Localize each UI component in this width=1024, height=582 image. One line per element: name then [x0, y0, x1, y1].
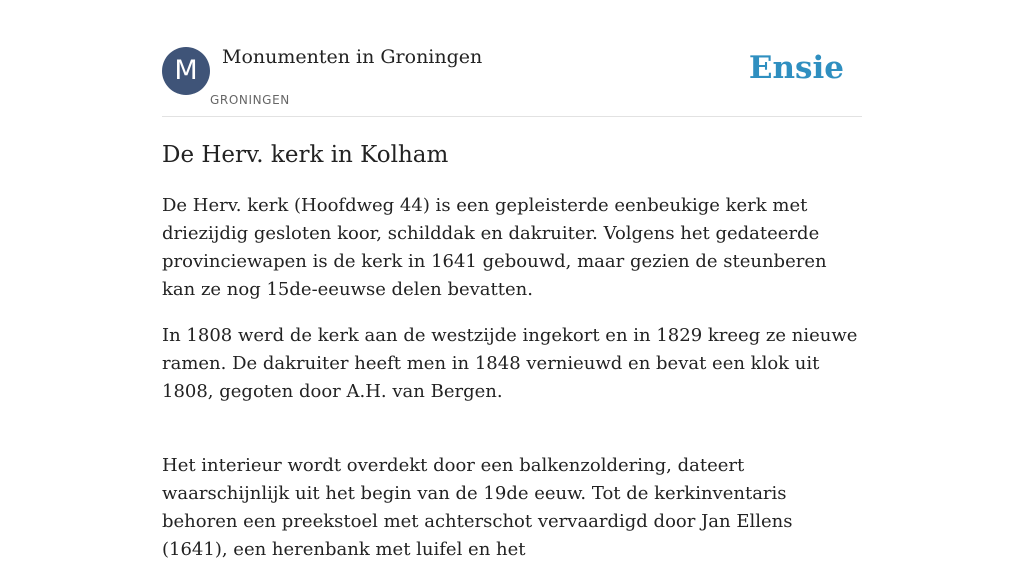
- collection-subtitle: GRONINGEN: [210, 93, 290, 107]
- collection-header: [162, 46, 862, 117]
- collection-title[interactable]: Monumenten in Groningen: [222, 46, 483, 68]
- article-title: De Herv. kerk in Kolham: [162, 142, 449, 168]
- article-content: [162, 136, 862, 582]
- article-paragraph: In 1808 werd de kerk aan de westzijde ingekort en in 1829 kreeg ze nieuwe ramen. De dakruiter heeft men in 1848 vernieuwd en bevat een klok uit 1808, gegoten door A.H. van Bergen.: [162, 325, 858, 402]
- avatar[interactable]: M: [162, 47, 210, 95]
- paragraph-spacer: [162, 424, 862, 452]
- brand-logo[interactable]: Ensie: [748, 50, 844, 86]
- article-paragraph: De Herv. kerk (Hoofdweg 44) is een gepleisterde eenbeukige kerk met driezijdig gesloten koor, schilddak en dakruiter. Volgens het gedateerde provinciewapen is de kerk in 1641 gebouwd, maar gezien de steunberen kan ze nog 15de-eeuwse delen bevatten.: [162, 195, 827, 300]
- article-paragraph: Het interieur wordt overdekt door een balkenzoldering, dateert waarschijnlijk uit het begin van de 19de eeuw. Tot de kerkinventaris behoren een preekstoel met achterschot vervaardigd door Jan Ellens (1641), een herenbank met luifel en het: [162, 455, 793, 560]
